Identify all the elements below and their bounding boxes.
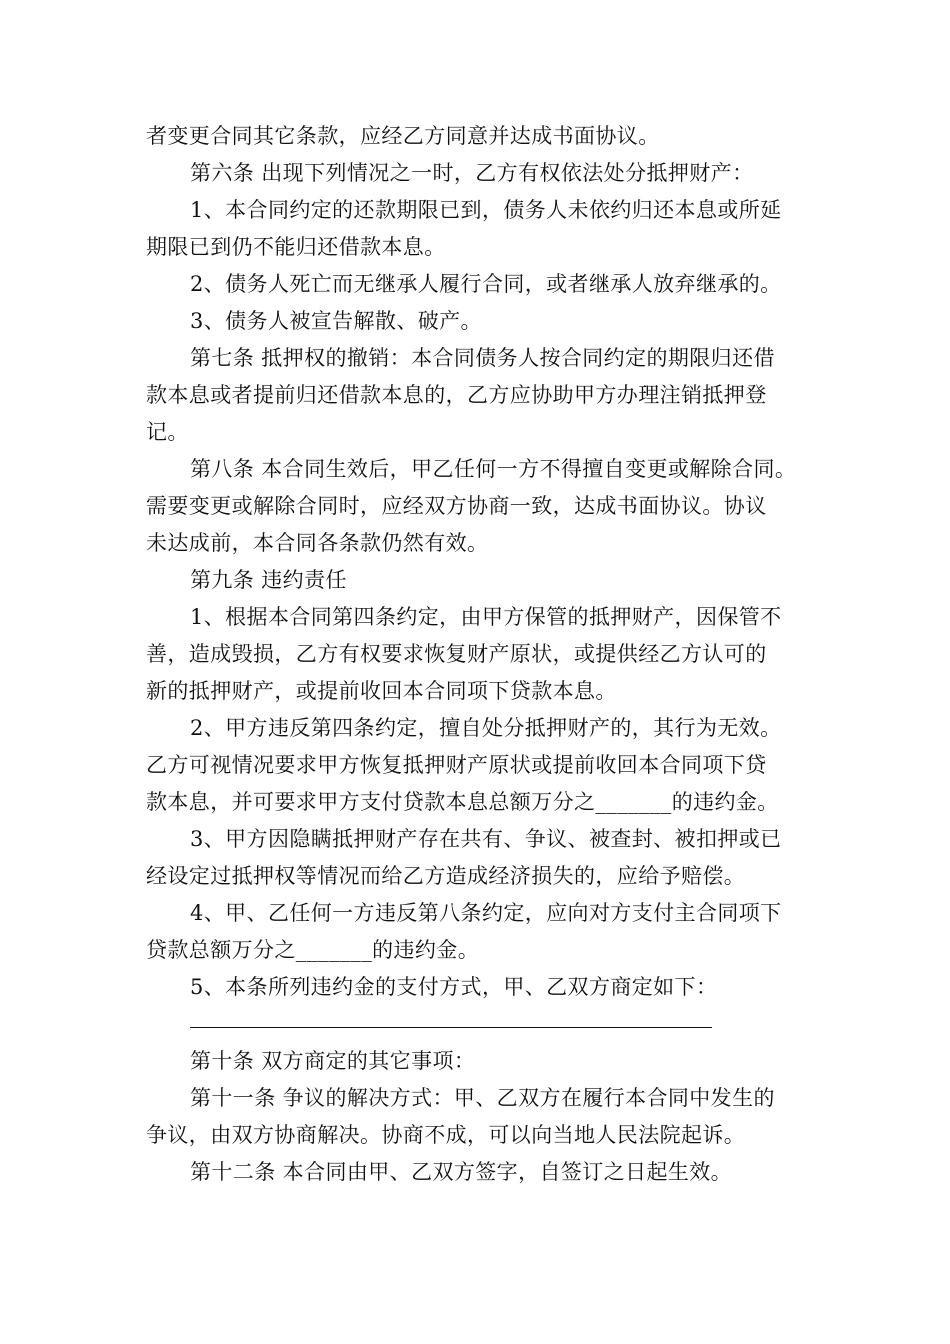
text-line: 善，造成毁损，乙方有权要求恢复财产原状，或提供经乙方认可的 bbox=[146, 642, 767, 666]
text-line: 3、甲方因隐瞒抵押财产存在共有、争议、被查封、被扣押或已 bbox=[190, 827, 782, 851]
text-line: 记。 bbox=[146, 420, 189, 444]
article-8-heading: 第八条 本合同生效后，甲乙任何一方不得擅自变更或解除合同。 bbox=[190, 457, 797, 481]
text-line: 经设定过抵押权等情况而给乙方造成经济损失的，应给予赔偿。 bbox=[146, 864, 746, 888]
text-line: 争议，由双方协商解决。协商不成，可以向当地人民法院起诉。 bbox=[146, 1123, 746, 1147]
text-line: 需要变更或解除合同时，应经双方协商一致，达成书面协议。协议 bbox=[146, 494, 767, 518]
article-11-heading: 第十一条 争议的解决方式：甲、乙双方在履行本合同中发生的 bbox=[190, 1086, 775, 1110]
text-line: 款本息，并可要求甲方支付贷款本息总额万分之_______的违约金。 bbox=[146, 790, 779, 814]
text-line: 未达成前，本合同各条款仍然有效。 bbox=[146, 531, 489, 555]
text-line: 2、甲方违反第四条约定，擅自处分抵押财产的，其行为无效。 bbox=[190, 716, 782, 740]
text-line: 期限已到仍不能归还借款本息。 bbox=[146, 235, 446, 259]
article-6-heading: 第六条 出现下列情况之一时，乙方有权依法处分抵押财产： bbox=[190, 161, 754, 185]
article-10-heading: 第十条 双方商定的其它事项： bbox=[190, 1049, 476, 1073]
text-line: 1、根据本合同第四条约定，由甲方保管的抵押财产，因保管不 bbox=[190, 605, 782, 629]
text-line: 3、债务人被宣告解散、破产。 bbox=[190, 309, 482, 333]
text-line: 贷款总额万分之_______的违约金。 bbox=[146, 938, 480, 962]
text-line: 款本息或者提前归还借款本息的，乙方应协助甲方办理注销抵押登 bbox=[146, 383, 767, 407]
article-12-heading: 第十二条 本合同由甲、乙双方签字，自签订之日起生效。 bbox=[190, 1160, 733, 1184]
text-line: 5、本条所列违约金的支付方式，甲、乙双方商定如下： bbox=[190, 975, 718, 999]
article-7-heading: 第七条 抵押权的撤销：本合同债务人按合同约定的期限归还借 bbox=[190, 346, 775, 370]
text-line: 2、债务人死亡而无继承人履行合同，或者继承人放弃继承的。 bbox=[190, 272, 782, 296]
text-line: 1、本合同约定的还款期限已到，债务人未依约归还本息或所延 bbox=[190, 198, 782, 222]
blank-fill-line bbox=[190, 1027, 712, 1028]
article-9-heading: 第九条 违约责任 bbox=[190, 568, 347, 592]
text-line: 者变更合同其它条款，应经乙方同意并达成书面协议。 bbox=[146, 124, 660, 148]
text-line: 4、甲、乙任何一方违反第八条约定，应向对方支付主合同项下 bbox=[190, 901, 782, 925]
text-line: 新的抵押财产，或提前收回本合同项下贷款本息。 bbox=[146, 679, 617, 703]
text-line: 乙方可视情况要求甲方恢复抵押财产原状或提前收回本合同项下贷 bbox=[146, 753, 767, 777]
